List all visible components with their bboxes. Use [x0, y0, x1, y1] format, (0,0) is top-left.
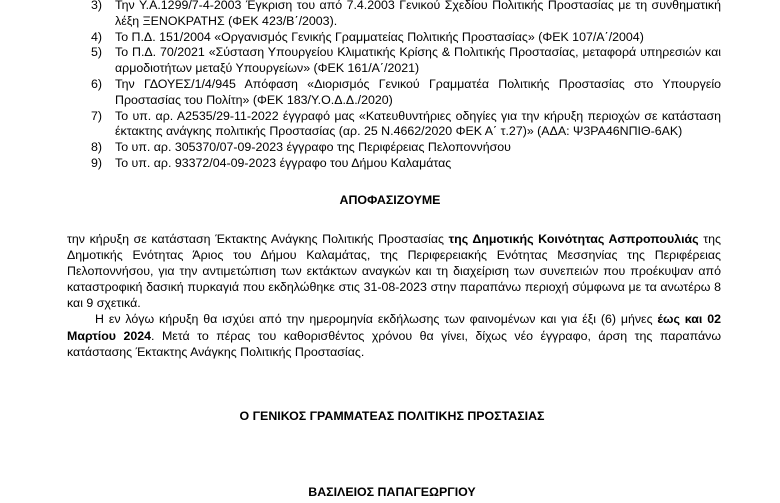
reference-item: [91, 0, 721, 30]
reference-text: Το Π.Δ. 151/2004 «Οργανισμός Γενικής Γραμματείας Πολιτικής Προστασίας» (ΦΕΚ 107/Α΄/2004): [115, 29, 644, 44]
signatory-name: ΒΑΣΙΛΕΙΟΣ ΠΑΠΑΓΕΩΡΓΙΟΥ: [308, 485, 476, 499]
reference-number: 6): [91, 76, 103, 91]
reference-text: Το υπ. αρ. 93372/04-09-2023 έγγραφο του Δήμου Καλαμάτας: [115, 155, 452, 170]
signatory-title: Ο ΓΕΝΙΚΟΣ ΓΡΑΜΜΑΤΕΑΣ ΠΟΛΙΤΙΚΗΣ ΠΡΟΣΤΑΣΙΑΣ: [239, 409, 545, 423]
decision-bold-text: της Δημοτικής Κοινότητας Ασπροπουλιάς: [448, 232, 699, 246]
reference-item: [91, 156, 721, 172]
reference-number: 5): [91, 45, 103, 60]
decision-text: . Μετά το πέρας του καθορισθέντος χρόνου θα γίνει, δίχως νέο έγγραφο, άρση της παραπάνω κατάστασης Έκτακτης Ανάγκης Πολιτικής Προστασίας.: [67, 328, 721, 359]
reference-number: 7): [91, 108, 103, 123]
decision-text: την κήρυξη σε κατάσταση Έκτακτης Ανάγκης Πολιτικής Προστασίας: [67, 232, 449, 246]
decision-body: [67, 231, 721, 360]
decision-bold-text: έως και 02 Μαρτίου 2024: [67, 312, 721, 343]
reference-item: [91, 140, 721, 156]
reference-text: Το υπ. αρ. 305370/07-09-2023 έγγραφο της Περιφέρειας Πελοποννήσου: [115, 140, 511, 155]
reference-number: 8): [91, 140, 103, 155]
reference-text: Το Π.Δ. 70/2021 «Σύσταση Υπουργείου Κλιματικής Κρίσης & Πολιτικής Προστασίας, μεταφορά υπηρεσιών και αρμοδιοτήτων μεταξύ Υπουργείων» (ΦΕΚ 161/Α΄/2021): [115, 45, 721, 76]
reference-text: Την Υ.Α.1299/7-4-2003 Έγκριση του από 7.4.2003 Γενικού Σχεδίου Πολιτικής Προστασίας με τη συνθηματική λέξη ΞΕΝΟΚΡΑΤΗΣ (ΦΕΚ 423/Β΄/2003).: [115, 0, 721, 28]
decision-text: της Δημοτικής Ενότητας Άριος του Δήμου Καλαμάτας, της Περιφερειακής Ενότητας Μεσσηνίας της Περιφέρειας Πελοποννήσου, για την αντιμετώπιση των εκτάκτων αναγκών και τη διαχείριση των συνεπειών που προέκυψαν από καταστροφική δασική πυρκαγιά που εκδηλώθηκε στις 31-08-2023 στην παραπάνω περιοχή σύμφωνα με τα ανωτέρω 8 και 9 σχετικά.: [67, 232, 722, 311]
reference-number: 4): [91, 29, 103, 44]
decision-heading: ΑΠΟΦΑΣΙΖΟΥΜΕ: [339, 193, 441, 207]
decision-paragraph-1: [67, 231, 721, 311]
references-list: [91, 0, 721, 172]
reference-item: [91, 77, 721, 109]
reference-number: 3): [91, 0, 103, 12]
reference-text: Την ΓΔΟΥΕΣ/1/4/945 Απόφαση «Διορισμός Γενικού Γραμματέα Πολιτικής Προστασίας στο Υπουργείο Προστασίας του Πολίτη» (ΦΕΚ 183/Υ.Ο.Δ.Δ./2020): [115, 76, 721, 107]
decision-text: Η εν λόγω κήρυξη θα ισχύει από την ημερομηνία εκδήλωσης των φαινομένων και για έξι (6) μήνες: [95, 312, 658, 327]
decision-paragraph-2: [67, 311, 721, 359]
reference-item: [91, 109, 721, 141]
reference-text: Το υπ. αρ. Α2535/29-11-2022 έγγραφό μας «Κατευθυντήριες οδηγίες για την κήρυξη περιοχών σε κατάσταση έκτακτης ανάγκης πολιτικής Προστασίας (αρ. 25 Ν.4662/2020 ΦΕΚ Α΄ τ.27)» (ΑΔΑ: Ψ3ΡΑ46ΝΠΙΘ-6ΑΚ): [115, 108, 721, 139]
reference-item: [91, 30, 721, 46]
reference-number: 9): [91, 155, 103, 170]
reference-item: [91, 45, 721, 77]
